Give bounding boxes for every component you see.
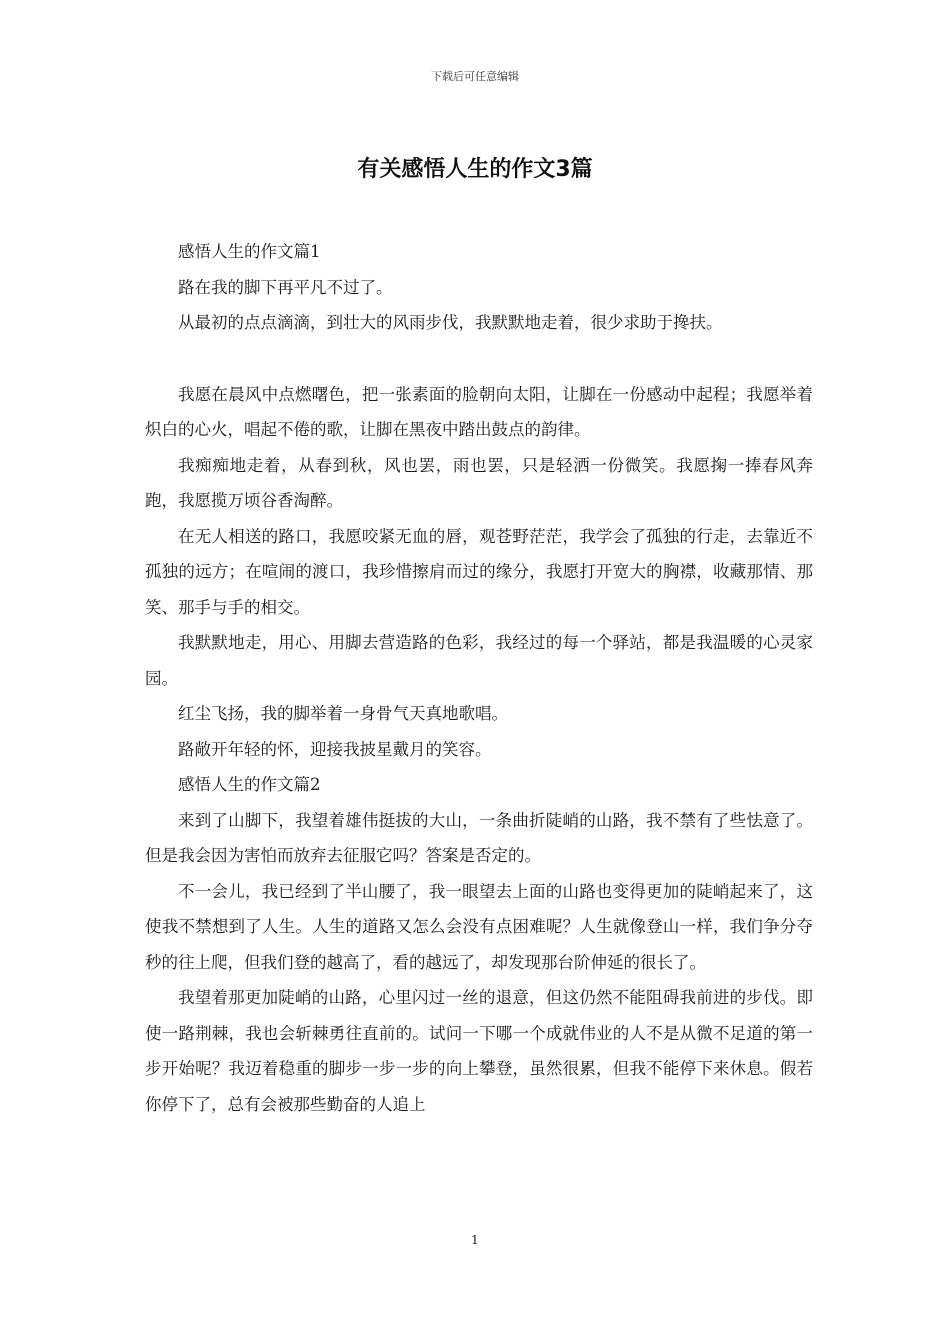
paragraph: 从最初的点点滴滴，到壮大的风雨步伐，我默默地走着，很少求助于搀扶。: [178, 313, 723, 332]
paragraph: 不一会儿，我已经到了半山腰了，我一眼望去上面的山路也变得更加的陡峭起来了，这使我不禁想到了人生。人生的道路又怎么会没有点困难呢？人生就像登山一样，我们争分夺秒的往上爬，但我们登的越高了，看的越远了，却发现那台阶伸延的很长了。: [145, 881, 813, 972]
page-number: 1: [471, 1233, 479, 1247]
paragraph: 我愿在晨风中点燃曙色，把一张素面的脸朝向太阳，让脚在一份感动中起程；我愿举着炽白的心火，唱起不倦的歌，让脚在黑夜中踏出鼓点的韵律。: [145, 384, 813, 439]
paragraph: 路在我的脚下再平凡不过了。: [178, 277, 393, 297]
paragraph: 来到了山脚下，我望着雄伟挺拔的大山，一条曲折陡峭的山路，我不禁有了些怯意了。但是我会因为害怕而放弃去征服它吗？答案是否定的。: [145, 810, 813, 865]
paragraph: 路敞开年轻的怀，迎接我披星戴月的笑容。: [178, 739, 492, 759]
paragraph: 红尘飞扬，我的脚举着一身骨气天真地歌唱。: [178, 704, 508, 723]
paragraph: 我望着那更加陡峭的山路，心里闪过一丝的退意，但这仍然不能阻碍我前进的步伐。即使一路荆棘，我也会斩棘勇往直前的。试问一下哪一个成就伟业的人不是从微不足道的第一步开始呢？我迈着稳重的脚步一步一步的向上攀登，虽然很累，但我不能停下来休息。假若你停下了，总有会被那些勤奋的人追上: [145, 988, 813, 1114]
document-title: 有关感悟人生的作文3篇: [357, 157, 593, 182]
paragraph: 我痴痴地走着，从春到秋，风也罢，雨也罢，只是轻洒一份微笑。我愿掬一捧春风奔跑，我愿揽万顷谷香淘醉。: [145, 455, 813, 510]
paragraph: 在无人相送的路口，我愿咬紧无血的唇，观苍野茫茫，我学会了孤独的行走，去靠近不孤独的远方；在喧闹的渡口，我珍惜擦肩而过的缘分，我愿打开宽大的胸襟，收藏那情、那笑、那手与手的相交。: [145, 526, 813, 617]
document-body: [145, 234, 813, 1122]
section-heading: 感悟人生的作文篇1: [178, 242, 321, 261]
header-note: 下载后可任意编辑: [431, 70, 519, 83]
section-heading: 感悟人生的作文篇2: [178, 775, 321, 794]
paragraph: 我默默地走，用心、用脚去营造路的色彩，我经过的每一个驿站，都是我温暖的心灵家园。: [145, 633, 813, 688]
